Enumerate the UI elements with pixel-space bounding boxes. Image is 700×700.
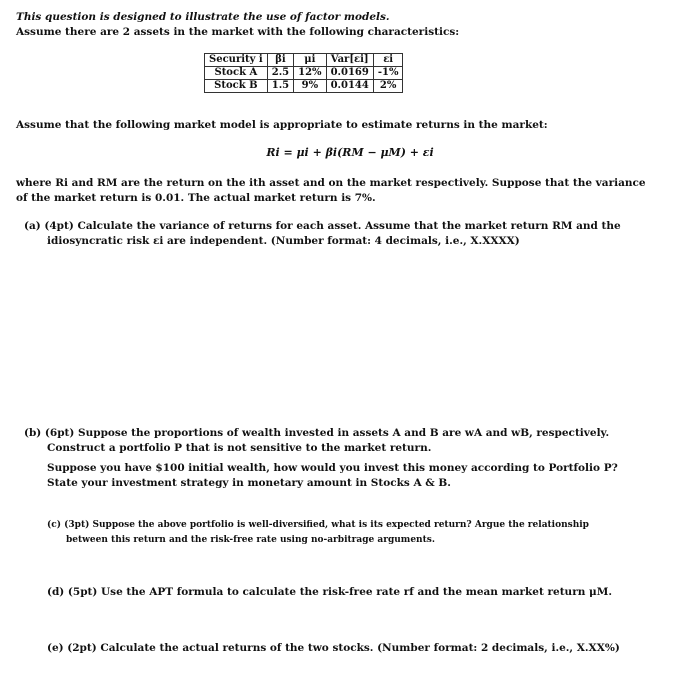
question-a-line-1: (a) (4pt) Calculate the variance of returns for each asset. Assume that the market return RM and the [24, 220, 621, 232]
question-b-line-4: State your investment strategy in monetary amount in Stocks A & B. [47, 477, 451, 489]
question-a-line-2: idiosyncratic risk εi are independent. (Number format: 4 decimals, i.e., X.XXXX) [47, 235, 520, 247]
header-mu: μi [294, 54, 326, 67]
question-c-line-1: (c) (3pt) Suppose the above portfolio is well-diversified, what is its expected return? Argue the relationship [47, 520, 589, 530]
question-c-line-2: between this return and the risk-free rate using no-arbitrage arguments. [66, 535, 435, 545]
intro-line-2: Assume there are 2 assets in the market with the following characteristics: [16, 26, 460, 38]
question-b-line-1: (b) (6pt) Suppose the proportions of wealth invested in assets A and B are wA and wB, respectively. [24, 427, 610, 439]
table-cell: 2% [373, 80, 403, 93]
intro-line-1: This question is designed to illustrate the use of factor models. [16, 11, 390, 23]
where-line-1: where Ri and RM are the return on the ith asset and on the market respectively. Suppose that the variance [16, 177, 646, 189]
table-cell: 12% [294, 67, 326, 80]
where-line-2: of the market return is 0.01. The actual market return is 7%. [16, 192, 376, 204]
table-cell: 1.5 [267, 80, 293, 93]
table-cell: Stock A [205, 67, 268, 80]
table-cell: -1% [373, 67, 403, 80]
market-model-equation: Ri = μi + βi(RM − μM) + εi [266, 146, 434, 159]
question-d: (d) (5pt) Use the APT formula to calculate the risk-free rate rf and the mean market return μM. [47, 586, 612, 598]
question-b-line-2: Construct a portfolio P that is not sensitive to the market return. [47, 442, 432, 454]
table-header-row [205, 54, 403, 67]
header-security: Security i [205, 54, 268, 67]
header-var: Var[εi] [326, 54, 373, 67]
model-intro: Assume that the following market model is appropriate to estimate returns in the market: [16, 119, 548, 131]
table-cell: 0.0144 [326, 80, 373, 93]
table-row [205, 67, 403, 80]
table-cell: Stock B [205, 80, 268, 93]
table-cell: 2.5 [267, 67, 293, 80]
table-cell: 9% [294, 80, 326, 93]
question-e: (e) (2pt) Calculate the actual returns of the two stocks. (Number format: 2 decimals, i.e., X.XX%) [47, 642, 620, 654]
question-b-line-3: Suppose you have $100 initial wealth, how would you invest this money according to Portfolio P? [47, 462, 618, 474]
table-cell: 0.0169 [326, 67, 373, 80]
table-row [205, 80, 403, 93]
characteristics-table [204, 53, 403, 93]
header-beta: βi [267, 54, 293, 67]
header-epsilon: εi [373, 54, 403, 67]
